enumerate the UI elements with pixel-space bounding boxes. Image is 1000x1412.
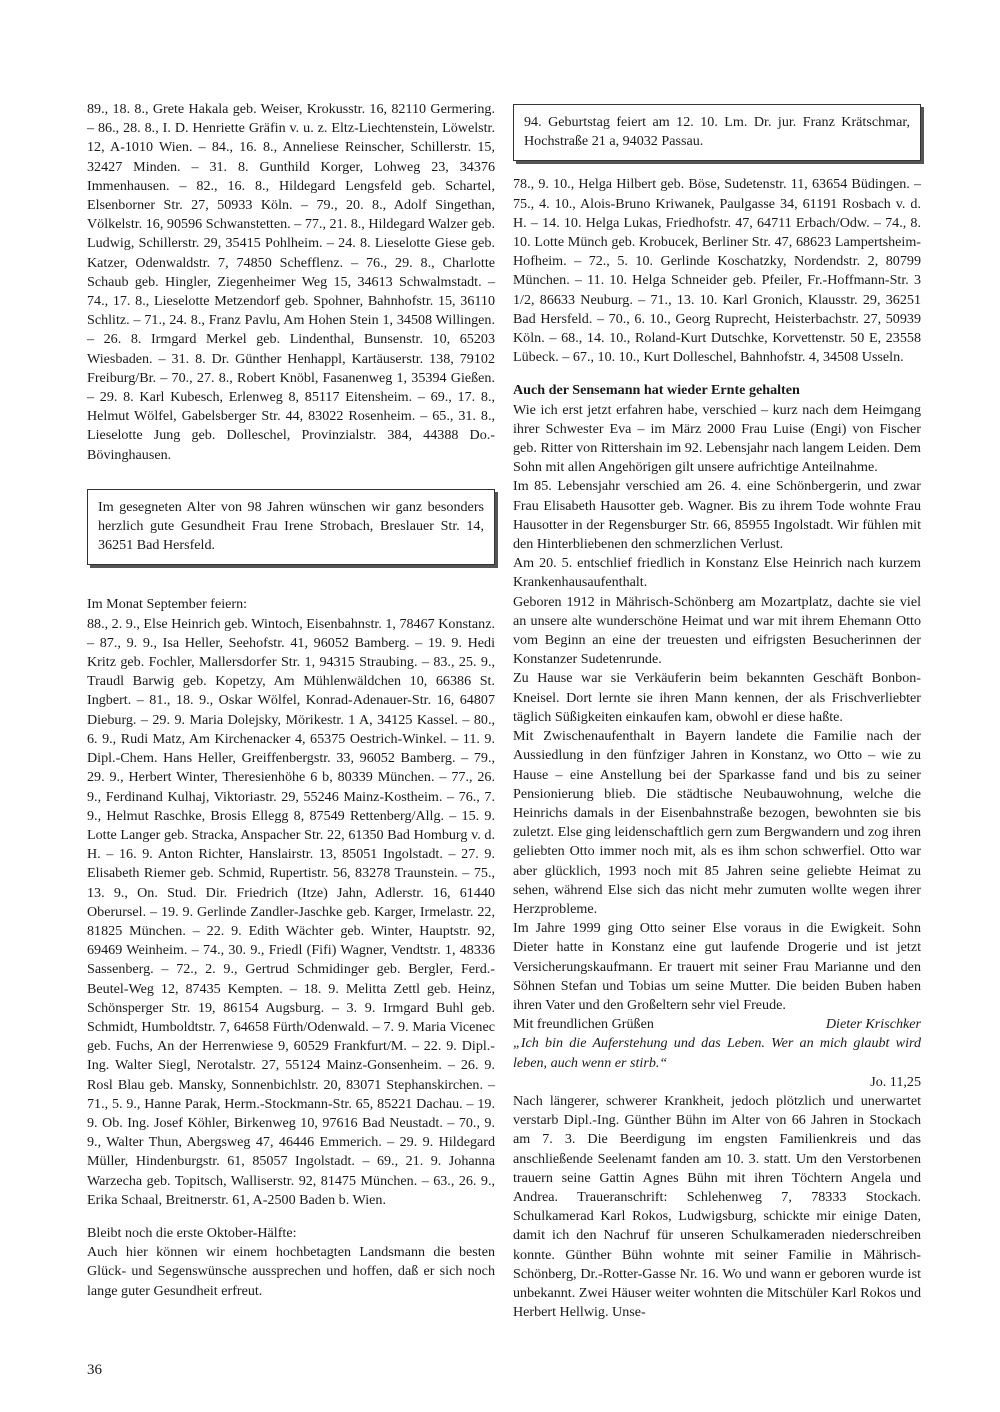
obituary-heading: Auch der Sensemann hat wieder Ernte gehalten — [513, 382, 800, 399]
october-intro: Bleibt noch die erste Oktober-Hälfte: — [87, 1224, 297, 1241]
birthday-box-94-text: 94. Geburtstag feiert am 12. 10. Lm. Dr. jur. Franz Krätschmar, Hochstraße 21 a, 94032 Passau. — [524, 114, 910, 150]
september-birthday-list: 88., 2. 9., Else Heinrich geb. Wintoch, Eisenbahnstr. 1, 78467 Konstanz. – 87., 9. 9., Isa Heller, Seehofstr. 41, 96052 Bamberg. – 19. 9. Hedi Kritz geb. Fochler, Mallersdorfer Str. 1, 94315 Straubing. – 83., 25. 9., Traudl Barwig geb. Kopetzy, Am Mühlenwäldchen 10, 66386 St. Ingbert. – 81., 18. 9., Oskar Wölfel, Konrad-Adenauer-Str. 16, 64807 Dieburg. – 29. 9. Maria Dolejsky, Mörikestr. 1 A, 34125 Kassel. – 80., 6. 9., Rudi Matz, Am Kirchenacker 4, 65375 Oestrich-Winkel. – 11. 9. Dipl.-Chem. Hans Heller, Greiffenbergstr. 33, 96052 Bamberg. – 79., 29. 9., Herbert Winter, Theresienhöhe 6 b, 80339 München. – 77., 26. 9., Ferdinand Kulhaj, Viktoriastr. 29, 55246 Mainz-Kostheim. – 76., 7. 9., Helmut Raschke, Brosis Ellegg 8, 87549 Rettenberg/Allg. – 15. 9. Lotte Langer geb. Stracka, Anspacher Str. 22, 61350 Bad Homburg v. d. H. – 16. 9. Anton Richter, Hanslairstr. 13, 85051 Ingolstadt. – 27. 9. Elisabeth Riemer geb. Schmid, Rupertistr. 56, 83278 Traunstein. – 75., 13. 9., On. Stud. Dir. Friedrich (Itze) Jahn, Adlerstr. 16, 61440 Oberursel. – 19. 9. Gerlinde Zandler-Jaschke geb. Karger, Irmelastr. 22, 81825 München. – 22. 9. Edith Wächter geb. Winter, Hauptstr. 92, 69469 Weinheim. – 74., 30. 9., Friedl (Fifi) Wagner, Vendtstr. 1, 48336 Sassenberg. – 72., 2. 9., Gertrud Schmidinger geb. Bergler, Ferd.-Beutel-Weg 12, 87435 Kempten. – 18. 9. Melitta Zettl geb. Heinz, Schönsperger Str. 19, 86154 Augsburg. – 3. 9. Irmgard Buhl geb. Schmidt, Humboldtstr. 7, 64658 Fürth/Odenwald. – 7. 9. Maria Vicenec geb. Fuchs, An der Herrenwiese 9, 60529 Frankfurt/M. – 22. 9. Dipl.-Ing. Walter Siegl, Nerotalstr. 27, 55124 Mainz-Gonsenheim. – 26. 9. Rosl Blau geb. Mansky, Sonnenbichlstr. 20, 83071 Stephanskirchen. – 71., 5. 9., Hanne Parak, Herm.-Stockmann-Str. 65, 85221 Dachau. – 19. 9. Ob. Ing. Josef Köhler, Birkenweg 10, 97616 Bad Neustadt. – 70., 9. 9., Walter Thun, Abergsweg 47, 46446 Emmerich. – 29. 9. Hildegard Müller, Hindenburgstr. 61, 85057 Ingolstadt. – 69., 21. 9. Johanna Warzecha geb. Topitsch, Walliserstr. 92, 81475 München. – 63., 26. 9., Erika Schaal, Breitnerstr. 61, A-2500 Baden b. Wien. — [87, 615, 495, 1208]
signature-line — [513, 1015, 921, 1034]
obituary-paragraph-1: Wie ich erst jetzt erfahren habe, verschied – kurz nach dem Heimgang ihrer Schwester Eva – im März 2000 Frau Luise (Engi) von Fischer geb. Ritter von Rittershain im 92. Lebensjahr nach langem Leiden. Dem Sohn mit allen Angehörigen gilt unsere aufrichtige Anteilnahme. — [513, 401, 921, 476]
obituary-paragraph-3: Am 20. 5. entschlief friedlich in Konstanz Else Heinrich nach kurzem Krankenhausaufenthalt. — [513, 555, 921, 591]
obituary-paragraph-8: Nach längerer, schwerer Krankheit, jedoch plötzlich und unerwartet verstarb Dipl.-Ing. Günther Bühn im Alter von 66 Jahren in Stockach am 7. 3. Die Beerdigung im engsten Familienkreis und das anschließende Seelenamt fanden am 10. 3. statt. Um den Verstorbenen trauern seine Gattin Agnes Bühn mit ihren Töchtern Angela und Andrea. Traueranschrift: Schlehenweg 7, 78333 Stockach. Schulkamerad Karl Rokos, Ludwigsburg, schickte mir einige Daten, damit ich den Nachruf für unseren Schulkameraden niederschreiben konnte. Günther Bühn wohnte mit seiner Familie in Mährisch-Schönberg, Dr.-Rotter-Gasse Nr. 16. Wo und wann er geboren wurde ist unbekannt. Zwei Häuser weiter wohnten die Mitschüler Karl Rokos und Herbert Hellwig. Unse- — [513, 1092, 921, 1321]
greeting: Mit freundlichen Grüßen — [513, 1016, 654, 1033]
obituary-paragraph-5: Zu Hause war sie Verkäuferin beim bekannten Geschäft Bonbon-Kneisel. Dort lernte sie ihren Mann kennen, der als Frischverliebter täglich Süßigkeiten einkaufen kam, obwohl er diese haßte. — [513, 670, 921, 725]
september-intro: Im Monat September feiern: — [87, 596, 248, 613]
october-text: Auch hier können wir einem hochbetagten Landsmann die besten Glück- und Segenswünsche aussprechen und hoffen, daß er sich noch lange guter Gesundheit erfreut. — [87, 1244, 495, 1299]
bible-quote-reference: Jo. 11,25 — [870, 1073, 921, 1090]
obituary-paragraph-4: Geboren 1912 in Mährisch-Schönberg am Mozartplatz, dachte sie viel an unsere alte wunderschöne Heimat und war mit ihrem Ehemann Otto vom Beginn an eine der treuesten und eifrigsten Besucherinnen der Konstanzer Sudetenrunde. — [513, 593, 921, 668]
right-column — [513, 104, 921, 1322]
obituary-paragraph-2: Im 85. Lebensjahr verschied am 26. 4. eine Schönbergerin, und zwar Frau Elisabeth Hausotter geb. Wagner. Bis zu ihrem Tode wohnte Frau Hausotter in der Regensburger Str. 66, 85955 Ingolstadt. Wir fühlen mit den Hinterbliebenen den schmerzlichen Verlust. — [513, 478, 921, 553]
october-birthday-list: 78., 9. 10., Helga Hilbert geb. Böse, Sudetenstr. 11, 63654 Büdingen. – 75., 4. 10., Alois-Bruno Kriwanek, Paulgasse 34, 61191 Rosbach v. d. H. – 14. 10. Helga Lukas, Friedhofstr. 47, 64711 Erbach/Odw. – 74., 8. 10. Lotte Münch geb. Krobucek, Berliner Str. 47, 68623 Lampertsheim-Hofheim. – 72., 5. 10. Gerlinde Koschatzky, Nordendstr. 2, 80799 München. – 11. 10. Helga Schneider geb. Pfeiler, Fr.-Hoffmann-Str. 3 1/2, 86633 Neuburg. – 71., 13. 10. Karl Gronich, Klausstr. 29, 36251 Bad Hersfeld. – 70., 6. 10., Georg Ruprecht, Heisterbachstr. 27, 50939 Köln. – 68., 14. 10., Roland-Kurt Dutschke, Korvettenstr. 50 E, 23558 Lübeck. – 67., 10. 10., Kurt Dolleschel, Bahnhofstr. 4, 34508 Usseln. — [513, 176, 921, 366]
obituary-paragraph-7: Im Jahre 1999 ging Otto seiner Else voraus in die Ewigkeit. Sohn Dieter hatte in Konstanz eine gut laufende Drogerie und ist jetzt Versicherungskaufmann. Er trauert mit seiner Frau Marianne und den Söhnen Stefan und Tobias um seine Mutter. Die beiden Buben haben ihren Vater und den Großeltern sehr viel Freude. — [513, 920, 921, 1013]
bible-quote: „Ich bin die Auferstehung und das Leben. Wer an mich glaubt wird leben, auch wenn er stirb.“ — [513, 1035, 921, 1071]
obituary-paragraph-6: Mit Zwischenaufenthalt in Bayern landete die Familie nach der Aussiedlung in den fünfziger Jahren in Konstanz, wo Otto – wie zu Hause – eine Anstellung bei der Sparkasse fand und bis zu seiner Pensionierung blieb. Die städtische Neubauwohnung, welche die Heinrichs damals in der Eisenbahnstraße bezogen, bewohnten sie bis zuletzt. Else ging leidenschaftlich gern zum Bergwandern und zog ihren geliebten Otto immer noch mit, als es ihm schon schwerfiel. Otto war aber glücklich, 1993 noch mit 85 Jahren seine geliebte Heimat zu sehen, während Else sich das nicht mehr zumuten wollte wegen ihrer Herzprobleme. — [513, 728, 921, 917]
birthday-box-98 — [87, 489, 495, 566]
august-birthday-list: 89., 18. 8., Grete Hakala geb. Weiser, Krokusstr. 16, 82110 Germering. – 86., 28. 8., I. D. Henriette Gräfin v. u. z. Eltz-Liechtenstein, Löwelstr. 12, A-1010 Wien. – 84., 16. 8., Anneliese Reinscher, Schillerstr. 15, 32427 Minden. – 31. 8. Gunthild Korger, Lohweg 23, 34376 Immenhausen. – 82., 16. 8., Hildegard Lengsfeld geb. Schartel, Elsenborner Str. 27, 50933 Köln. – 79., 20. 8., Adolf Singethan, Völkelstr. 16, 90596 Schwanstetten. – 77., 21. 8., Hildegard Walzer geb. Ludwig, Schillerstr. 29, 35415 Pohlheim. – 24. 8. Lieselotte Giese geb. Katzer, Odenwaldstr. 7, 74850 Schefflenz. – 76., 29. 8., Charlotte Schaub geb. Hingler, Ziegenheimer Weg 15, 34613 Schwalmstadt. – 74., 17. 8., Lieselotte Metzendorf geb. Spohner, Bahnhofstr. 15, 36110 Schlitz. – 71., 24. 8., Franz Pavlu, Am Hohen Stein 1, 34508 Willingen. – 26. 8. Irmgard Merkel geb. Lindenthal, Bunsenstr. 10, 65203 Wiesbaden. – 31. 8. Dr. Günther Henhappl, Kartäuserstr. 138, 79102 Freiburg/Br. – 70., 27. 8., Robert Knöbl, Fasanenweg 1, 35394 Gießen. – 29. 8. Karl Kubesch, Erlenweg 8, 85117 Eitensheim. – 69., 17. 8., Helmut Wölfel, Gabelsberger Str. 44, 83022 Rosenheim. – 65., 31. 8., Lieselotte Jung geb. Dolleschel, Provinzialstr. 384, 44388 Do.-Bövinghausen. — [87, 101, 495, 463]
birthday-box-94 — [513, 104, 921, 161]
signature-name: Dieter Krischker — [825, 1016, 921, 1033]
birthday-box-98-text: Im gesegneten Alter von 98 Jahren wünschen wir ganz besonders herzlich gute Gesundheit Frau Irene Strobach, Breslauer Str. 14, 36251 Bad Hersfeld. — [98, 498, 484, 554]
left-column — [87, 100, 495, 1301]
bible-quote-reference-line — [513, 1073, 921, 1092]
page-number: 36 — [87, 1362, 102, 1378]
